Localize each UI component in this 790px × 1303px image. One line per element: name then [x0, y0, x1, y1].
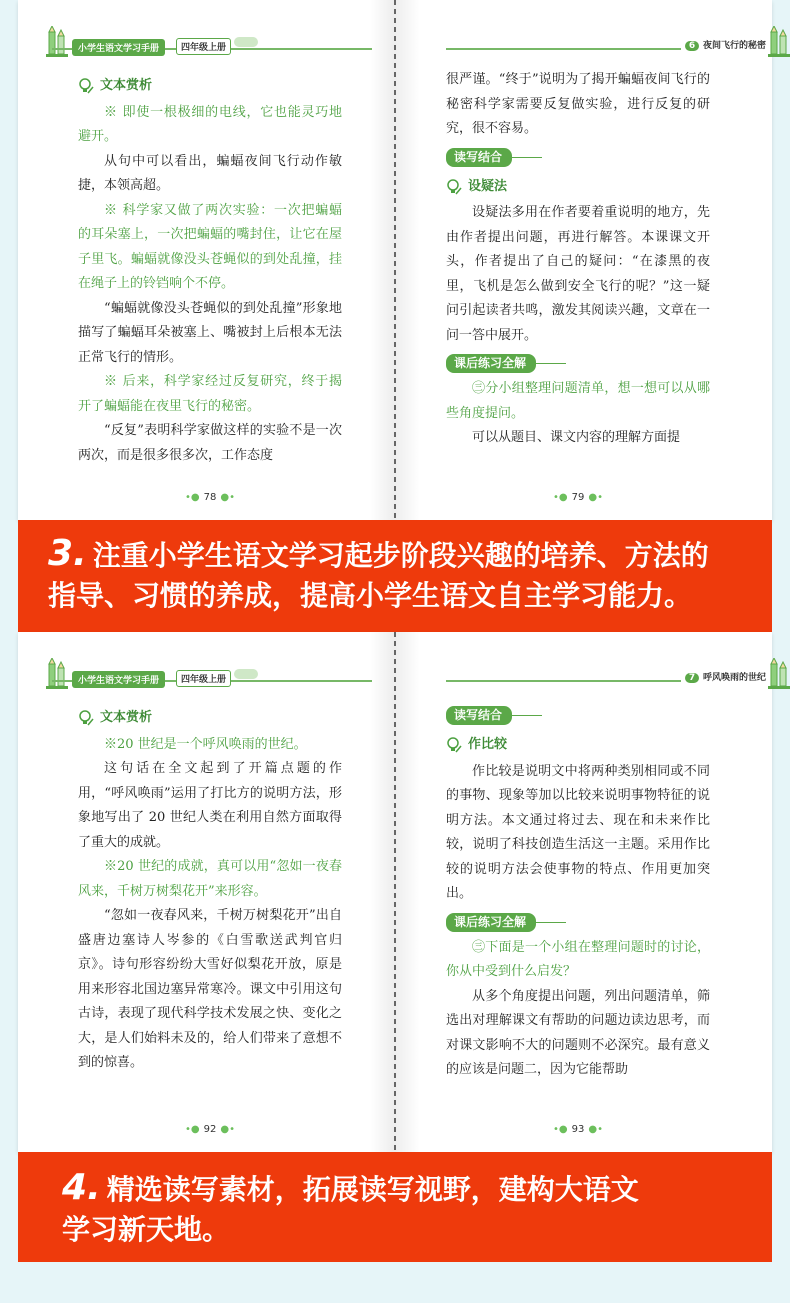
analysis-paragraph: “反复”表明科学家做这样的实验不是一次两次，而是很多很多次，工作态度 — [78, 423, 342, 463]
quote-paragraph: ※20 世纪是一个呼风唤雨的世纪。 — [104, 736, 307, 752]
page-number: •● 79 ●• — [553, 492, 603, 503]
page-body — [78, 702, 342, 1076]
grade-badge: 四年级上册 — [176, 670, 231, 687]
page-number: •● 93 ●• — [553, 1124, 603, 1135]
chapter-label — [681, 38, 766, 51]
page-header — [446, 658, 766, 692]
quote-paragraph: ※ 后来，科学家经过反复研究，终于揭开了蝙蝠能在夜里飞行的秘密。 — [78, 374, 342, 414]
exercise-question: ㊂分小组整理问题清单，想一想可以从哪些角度提问。 — [446, 381, 710, 421]
lightbulb-pen-icon — [78, 77, 94, 95]
section-heading — [78, 74, 342, 99]
method-title: 作比较 — [468, 737, 508, 752]
grade-badge: 四年级上册 — [176, 38, 231, 55]
pencil-icon — [46, 26, 70, 60]
banner-line-2: 学习新天地。 — [62, 1213, 231, 1246]
banner-line-1: 4. 精选读写素材，拓展读写视野，建构大语文 — [62, 1167, 639, 1208]
book-title-badge: 小学生语文学习手册 — [72, 671, 165, 688]
page-number: •● 92 ●• — [185, 1124, 235, 1135]
banner-number: 4. — [62, 1167, 101, 1208]
section-heading — [446, 175, 710, 200]
quote-paragraph: ※20 世纪的成就，真可以用“忽如一夜春风来，千树万树梨花开”来形容。 — [78, 859, 342, 899]
book-title-badge: 小学生语文学习手册 — [72, 39, 165, 56]
page-header — [52, 26, 372, 60]
book-spread-bottom — [18, 632, 772, 1152]
chapter-number: 7 — [685, 673, 699, 683]
analysis-paragraph: 从句中可以看出，蝙蝠夜间飞行动作敏捷，本领高超。 — [78, 153, 342, 193]
exercise-answer: 从多个角度提出问题，列出问题清单，筛选出对理解课文有帮助的问题边读边思考，而对课文影响不大的问题则不必深究。最有意义的应该是问题二，因为它能帮助 — [446, 988, 710, 1077]
page-92 — [78, 632, 378, 1152]
exercise-question: ㊂下面是一个小组在整理问题时的讨论，你从中受到什么启发？ — [446, 939, 710, 979]
chapter-number: 6 — [685, 41, 699, 51]
continued-paragraph: 很严谨。“终于”说明为了揭开蝙蝠夜间飞行的秘密科学家需要反复做实验，进行反复的研究，很不容易。 — [446, 72, 710, 136]
cloud-icon — [234, 37, 258, 47]
page-body — [78, 70, 342, 468]
page-header — [52, 658, 372, 692]
method-paragraph: 作比较是说明文中将两种类别相同或不同的事物、现象等加以比较来说明事物特征的说明方法。本文通过将过去、现在和未来作比较，说明了科技创造生活这一主题。采用作比较的说明方法会使事物的特点、作用更加突出。 — [446, 763, 710, 901]
tag-reading-writing: 读写结合 — [446, 148, 512, 167]
lightbulb-pen-icon — [446, 178, 462, 196]
analysis-paragraph: 这句话在全文起到了开篇点题的作用，“呼风唤雨”运用了打比方的说明方法，形象地写出了 20 世纪人类在利用自然方面取得了重大的成就。 — [78, 761, 342, 850]
method-paragraph: 设疑法多用在作者要着重说明的地方，先由作者提出问题，再进行解答。本课课文开头，作者提出了自己的疑问：“在漆黑的夜里，飞机是怎么做到安全飞行的呢？”这一疑问引起读者共鸣，激发其阅读兴趣，文章在一问一答中展开。 — [446, 205, 710, 343]
method-title: 设疑法 — [468, 178, 508, 194]
chapter-title: 呼风唤雨的世纪 — [702, 673, 766, 683]
book-spread-top — [18, 0, 772, 520]
banner-line-1: 3. 注重小学生语文学习起步阶段兴趣的培养、方法的 — [48, 533, 709, 574]
tag-exercise: 课后练习全解 — [446, 913, 536, 932]
page-79 — [446, 0, 766, 520]
pencil-icon — [768, 658, 790, 692]
page-93 — [446, 632, 766, 1152]
section-heading — [78, 706, 342, 731]
tag-reading-writing: 读写结合 — [446, 706, 512, 725]
analysis-paragraph: “蝙蝠就像没头苍蝇似的到处乱撞”形象地描写了蝙蝠耳朵被塞上、嘴被封上后根本无法正常飞行的情形。 — [78, 300, 342, 365]
chapter-label — [681, 670, 766, 683]
section-heading — [446, 733, 710, 758]
feature-banner-4 — [18, 1152, 772, 1262]
page-78 — [78, 0, 378, 520]
page-body — [446, 700, 710, 1083]
exercise-answer: 可以从题目、课文内容的理解方面提 — [472, 430, 681, 445]
page-body — [446, 68, 710, 451]
banner-line-2: 指导、习惯的养成，提高小学生语文自主学习能力。 — [48, 579, 693, 612]
feature-banner-3 — [18, 520, 772, 632]
quote-paragraph: ※ 科学家又做了两次实验：一次把蝙蝠的耳朵塞上，一次把蝙蝠的嘴封住，让它在屋子里飞。蝙蝠就像没头苍蝇似的到处乱撞，挂在绳子上的铃铛响个不停。 — [78, 202, 342, 291]
lightbulb-pen-icon — [446, 736, 462, 754]
section-title: 文本赏析 — [100, 710, 153, 725]
page-gutter — [394, 632, 396, 1152]
tag-exercise: 课后练习全解 — [446, 354, 536, 373]
banner-number: 3. — [48, 533, 87, 574]
page-number: •● 78 ●• — [185, 492, 235, 503]
page-gutter — [394, 0, 396, 520]
cloud-icon — [234, 669, 258, 679]
lightbulb-pen-icon — [78, 709, 94, 727]
analysis-paragraph: “忽如一夜春风来，千树万树梨花开”出自盛唐边塞诗人岑参的《白雪歌送武判官归京》。诗句形容纷纷大雪好似梨花开放，原是用来形容北国边塞异常寒冷。课文中引用这句古诗，表现了现代科学技术发展之快、变化之大，是人们始料未及的，给人们带来了意想不到的惊喜。 — [78, 908, 342, 1070]
page-header — [446, 26, 766, 60]
quote-paragraph: ※ 即使一根极细的电线，它也能灵巧地避开。 — [78, 104, 342, 144]
pencil-icon — [46, 658, 70, 692]
chapter-title: 夜间飞行的秘密 — [702, 41, 766, 51]
pencil-icon — [768, 26, 790, 60]
section-title: 文本赏析 — [100, 78, 153, 93]
